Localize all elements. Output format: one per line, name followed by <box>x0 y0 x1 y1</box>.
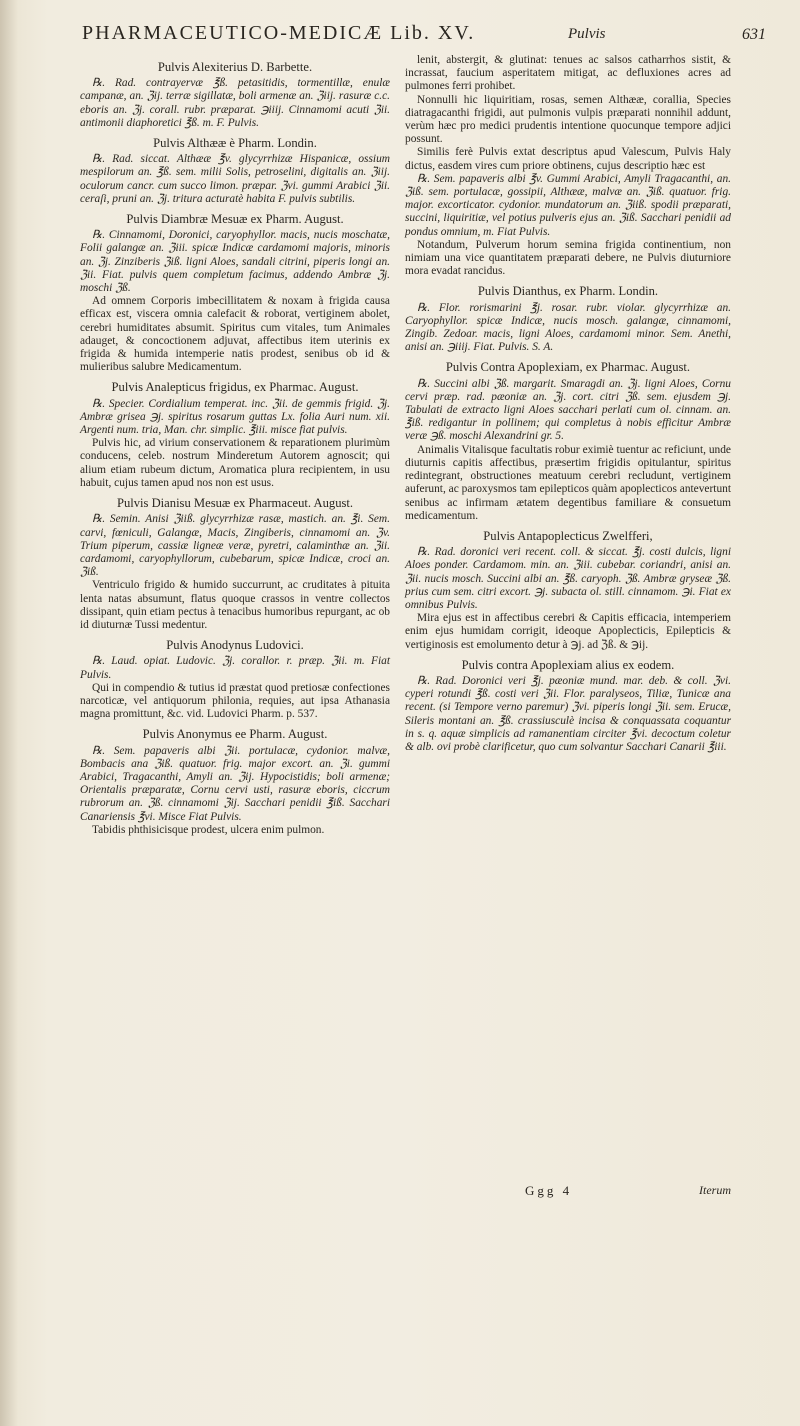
recipe-text: ℞. Cinnamomi, Doronici, caryophyllor. macis, nucis moschatæ, Folii galangæ an. ℨiii. spicæ Indicæ cardamomi majoris, minoris an. ℨj. Zinziberis ℨiß. ligni Aloes, sandali citrini, piperis longi an. ℨii. Fiat. pulvis quem completum facimus, addendo Ambræ ℨj. moschi ℨß. <box>80 229 390 295</box>
page-gutter-shadow <box>0 0 18 1426</box>
commentary-paragraph: Pulvis hic, ad virium conservationem & reparationem plurimùm conducens, celeb. nostrum Minderetum Autorem agnoscit; qui alium etiam rubeum dictum, Aromatica plura recipientem, in usu habuit, cujus tamen apud nos non est usus. <box>80 437 390 489</box>
recipe-text: ℞. Rad. doronici veri recent. coll. & siccat. ℥j. costi dulcis, ligni Aloes ponder. Cardamom. min. an. ℨiii. cubebar. coriandri, anisi an. ℨii. nucis mosch. Succini albi an. ℥ß. caryoph. ℨß. Ambræ gryseæ ℨß. prius cum sem. citri excort. ℈j. subacta ol. still. cinnamom. ℈i. Fiat ex omnibus Pulvis. <box>405 546 731 611</box>
recipe-heading: Pulvis Dianthus, ex Pharm. Londin. <box>477 284 659 299</box>
page-number: 631 <box>742 26 766 43</box>
recipe-heading: Pulvis contra Apoplexiam alius ex eodem. <box>461 657 675 672</box>
page-footer <box>405 1183 731 1201</box>
recipe-text: ℞. Rad. siccat. Althææ ℥v. glycyrrhizæ Hispanicæ, ossium mespilorum an. ℥ß. sem. milii Solis, petroselini, digitalis an. ℨiij. oculorum cancr. cum succo limon. præpar. ℨvi. gummi Arabici ℨii. ceraſi, pruni an. ℨj. tritura acturatè habita F. pulvis subtilis. <box>80 153 390 205</box>
commentary-paragraph: Animalis Vitalisque facultatis robur eximiè tuentur ac reficiunt, unde diuturnis capitis affectibus, præsertim frigidis opitulantur, spiritus redintegrant, obstructiones meatuum cerebri recludunt, vertiginem auferunt, ac paroxysmos tam epilepticos quàm apoplecticos antevertunt senibus ac infirmam ætatem degentibus familiare & consuetum medicamentum. <box>405 443 731 522</box>
recipe-heading: Pulvis Contra Apoplexiam, ex Pharmac. August. <box>445 360 691 375</box>
recipe-text: ℞. Specier. Cordialium temperat. inc. ℨii. de gemmis frigid. ℨj. Ambræ grisea ℈j. spiritus rosarum guttas Lx. folia Auri num. xii. Argenti num. tria, Man. chr. simplic. ℥iii. misce fiat pulvis. <box>80 397 390 437</box>
recipe-text: ℞. Succini albi ℨß. margarit. Smaragdi an. ℨj. ligni Aloes, Cornu cervi præp. rad. pæoniæ an. ℨj. cort. citri ℨß. sem. ejusdem ℈j. Tabulati de extracto ligni Aloes sacchari perlati cum ol. cinnam. an. ℥iß. redigantur in pollinem; qui completus à nobis efficitur Ambræ veræ ℈ß. moschi Alexandrini gr. 5. <box>405 377 731 443</box>
section-title: Pulvis <box>568 26 606 42</box>
catchword: Iterum <box>699 1183 731 1197</box>
recipe-heading: Pulvis Analepticus frigidus, ex Pharmac. August. <box>111 380 359 395</box>
recipe-heading: Pulvis Anonymus ee Pharm. August. <box>142 727 328 742</box>
commentary-paragraph: Ad omnem Corporis imbecillitatem & noxam à frigida causa efficax est, viscera omnia calefacit & roborat, vertiginem abolet, cerebri humiditates absumit. Spiritus cum vitales, tum Animales adauget, & concoctionem adjuvat, affectibus item uterinis ex frigida & humida intemperie natis prodest, senibus ob id & mulieribus salubre Medicamentum. <box>80 295 390 374</box>
recipe-text: ℞. Flor. rorismarini ℥j. rosar. rubr. violar. glycyrrhizæ an. Caryophyllor. spicæ Indicæ, nucis mosch. galangæ, cinnamomi, Zingib. Zedoar. macis, ligni Aloes, cardamomi minor. Sem. Anethi, anisi an. ℈iiij. Fiat. Pulvis. S. A. <box>405 301 731 354</box>
commentary-paragraph: Mira ejus est in affectibus cerebri & Capitis efficacia, intemperiem enim ejus humidam corrigit, ideoque Apoplecticis, Epilepticis & vertiginosis est emolumento detur à ℈j. ad ℨß. & ℈ij. <box>405 612 731 651</box>
recipe-heading: Pulvis Anodynus Ludovici. <box>166 638 304 653</box>
recipe-text: ℞. Laud. opiat. Ludovic. ℨj. corallor. r. præp. ℨii. m. Fiat Pulvis. <box>80 655 390 681</box>
recipe-heading: Pulvis Althææ è Pharm. Londin. <box>153 136 317 151</box>
recipe-text: ℞. Sem. papaveris albi ℨii. portulacæ, cydonior. malvæ, Bombacis ana ℨiß. quatuor. frig. major excort. an. ℨi. gummi Arabici, Tragacanthi, Amyli an. ℨij. Hypocistidis; boli armenæ; Orientalis præparatæ, Cornu cervi usti, rasuræ eboris, ciccrum rubrorum an. ℨß. cinnamomi ℨij. Sacchari penidii ℥iß. Sacchari Canariensis ℥vi. Misce Fiat Pulvis. <box>80 744 390 823</box>
commentary-paragraph: Similis ferè Pulvis extat descriptus apud Valescum, Pulvis Haly dictus, easdem vires cum priore obtinens, cujus descriptio hæc est <box>405 146 731 172</box>
commentary-paragraph: lenit, abstergit, & glutinat: tenues ac salsos catharrhos sistit, & incrassat, faucium asperitatem mitigat, ac defluxiones acres ad pulmones ferri prohibet. <box>405 54 731 93</box>
recipe-heading: Pulvis Alexiterius D. Barbette. <box>157 60 313 74</box>
recipe-text: ℞. Semin. Anisi ℨiiß. glycyrrhizæ rasæ, mastich. an. ℥i. Sem. carvi, fœniculi, Galangæ, Macis, Zingiberis, cinnamomi an. ℨv. Trium piperum, cassiæ ligneæ veræ, pyretri, calaminthæ an. ℨii. cardamomi, caryophyllorum, cubebarum, spicæ Indicæ, croci an. ℨiß. <box>80 513 390 579</box>
recipe-heading: Pulvis Antapoplecticus Zwelfferi, <box>483 528 653 543</box>
right-text-column <box>405 54 731 754</box>
commentary-paragraph: Nonnulli hic liquiritiam, rosas, semen Althææ, corallia, Species diatragacanthi frigidi, aut pulmonis vulpis præparati nonnihil addunt, verùm hæc pro medici prudentis intentione quocunque tempore adjici possunt. <box>405 93 731 146</box>
commentary-paragraph: Tabidis phthisicisque prodest, ulcera enim pulmon. <box>92 823 325 836</box>
commentary-paragraph: Notandum, Pulverum horum semina frigida continentium, non nimiam una vice quantitatem præparati debere, ne Pulvis diuturniore mora evadat rancidus. <box>405 238 731 278</box>
left-text-column <box>80 54 390 837</box>
recipe-heading: Pulvis Diambræ Mesuæ ex Pharm. August. <box>126 212 344 227</box>
recipe-text: ℞. Sem. papaveris albi ℥v. Gummi Arabici, Amyli Tragacanthi, an. ℨiß. sem. portulacæ, gossipii, Althææ, malvæ an. ℨiß. quatuor. frig. major. excorticator. cydonior. mundatorum an. ℨiiß. spodii præparati, succini, liquiritiæ, vel potius pulveris ejus an. ℨiß. Sacchari penidii ad pondus omnium, m. Fiat Pulvis. <box>405 172 731 238</box>
running-header <box>82 22 774 48</box>
commentary-paragraph: Ventriculo frigido & humido succurrunt, ac cruditates à pituita lenta natas absumunt, flatus quoque crassos in ventre collectos dissipant, quin etiam pectus à tenacibus humoribus repurgant, ac ob id diuturnæ Tussi medentur. <box>80 579 390 631</box>
running-title: PHARMACEUTICO-MEDICÆ Lib. XV. <box>82 22 476 44</box>
commentary-paragraph: Qui in compendio & tutius id præstat quod pretiosæ confectiones narcoticæ, vel antiquorum philonia, requies, aut ipsa Athanasia magna promittunt, &c. vid. Ludovici Pharm. p. 537. <box>80 681 390 721</box>
recipe-text: ℞. Rad. contrayervæ ℥ß. petasitidis, tormentillæ, enulæ campanæ, an. ℨij. terræ sigillatæ, boli armenæ an. ℨiij. rasuræ c.c. eboris an. ℨj. corall. rubr. præparat. ℈iiij. Cinnamomi acuti ℨii. antimonii diaphoretici ℥ß. m. F. Pulvis. <box>80 77 390 129</box>
recipe-text: ℞. Rad. Doronici veri ℥j. pæoniæ mund. mar. deb. & coll. ℨvi. cyperi rotundi ℥ß. costi veri ℨii. Flor. paralyseos, Tiliæ, Tunicæ ana recent. (si Tempore verno paremur) ℨvi. piperis longi ℨii. sem. Erucæ, Sileris montani an. ℥ß. crassiusculè incisa & conquassata coquantur in s. q. aquæ simplicis ad ramanentiam circiter ℥vi. decoctum coletur & alb. ovi probè clarificetur, quo cum solvantur Sacchari Canarii ℥iii. <box>405 674 731 753</box>
recipe-heading: Pulvis Dianisu Mesuæ ex Pharmaceut. August. <box>116 496 354 511</box>
printer-signature: Ggg 4 <box>525 1183 573 1198</box>
